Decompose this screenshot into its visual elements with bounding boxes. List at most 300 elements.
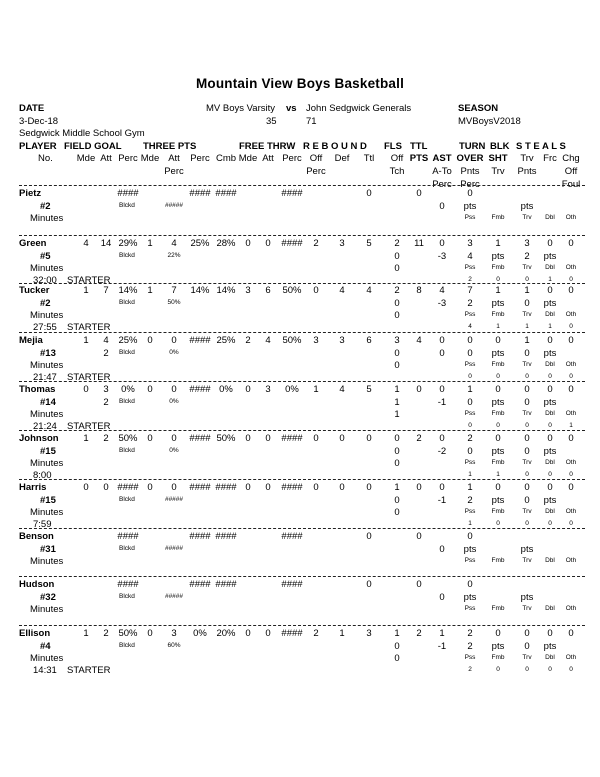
opponent-name: John Sedgwick Generals	[306, 103, 412, 114]
stat-fta: 0	[265, 238, 271, 249]
stat-tpp: ####	[189, 531, 211, 542]
sub-value-pss: 2	[468, 276, 472, 283]
col-chg: Chg	[562, 153, 580, 164]
player-number: #15	[40, 495, 56, 506]
stat-cmb: 25%	[216, 335, 236, 346]
stat-rttl: 0	[366, 433, 372, 444]
col-fg-made: Mde	[76, 153, 96, 164]
sub-trv: Trv	[522, 410, 532, 417]
stat-steal-frc: 0	[547, 238, 553, 249]
stat-tpm: 0	[147, 433, 153, 444]
col-3p-made: Mde	[140, 153, 160, 164]
stat-rttl: 5	[366, 384, 372, 395]
stat-rttl: 0	[366, 482, 372, 493]
stat-blk-pts: pts	[491, 298, 505, 309]
stat-steal-pts-label: pts	[543, 397, 557, 408]
sub-value-oth: 0	[569, 323, 573, 330]
player-number: #32	[40, 592, 56, 603]
stat-roff: 0	[313, 482, 319, 493]
sub-oth: Oth	[565, 459, 577, 466]
stat-steal-pts: 0	[524, 641, 530, 652]
stat-steal-chg: 0	[568, 384, 574, 395]
row-divider	[19, 381, 585, 382]
sub-value-fmb: 0	[496, 276, 500, 283]
stat-rdef: 1	[339, 628, 345, 639]
col-reb-off-perc: Perc	[306, 166, 326, 177]
sub-fmb: Fmb	[491, 410, 505, 417]
sub-oth: Oth	[565, 508, 577, 515]
stat-ast: 4	[439, 285, 445, 296]
stat-steal-pts: pts	[520, 544, 534, 555]
stat-fgm: 1	[83, 628, 89, 639]
stat-steal-pts-label: pts	[543, 251, 557, 262]
col-pts: PTS	[409, 153, 429, 164]
stat-fls: 0	[394, 433, 400, 444]
stat-fgp: 14%	[118, 285, 138, 296]
sub-value-dbl: 0	[548, 666, 552, 673]
sub-trv: Trv	[522, 214, 532, 221]
player-minutes: 14:31	[33, 665, 57, 676]
sub-fmb: Fmb	[491, 264, 505, 271]
stat-to-pnts: 2	[467, 495, 473, 506]
stat-rttl: 0	[366, 188, 372, 199]
stat-steal-pts: 0	[524, 397, 530, 408]
stat-fls: 2	[394, 238, 400, 249]
col-fls-off: Off	[390, 153, 404, 164]
sub-value-pss: 0	[468, 373, 472, 380]
stat-rdef: 3	[339, 335, 345, 346]
sub-oth: Oth	[565, 361, 577, 368]
sub-oth: Oth	[565, 654, 577, 661]
col-pnts-perc: Perc	[460, 179, 480, 190]
stat-steal-pts: 0	[524, 298, 530, 309]
col-cmb: Cmb	[215, 153, 237, 164]
stat-off-foul: 0	[394, 653, 400, 664]
col-reb-off: Off	[309, 153, 323, 164]
sub-pss: Pss	[464, 557, 476, 564]
stat-to: 0	[467, 335, 473, 346]
stat-ast: 0	[439, 238, 445, 249]
stat-fgm: 1	[83, 285, 89, 296]
sub-value-trv: 0	[525, 520, 529, 527]
stat-to: 2	[467, 628, 473, 639]
stat-a-to: 0	[439, 348, 445, 359]
row-divider	[19, 185, 585, 186]
col-sht: SHT	[488, 153, 508, 164]
stat-off-foul: 0	[394, 310, 400, 321]
blocked-label: Blckd	[119, 496, 135, 503]
stat-fgm: 0	[83, 384, 89, 395]
stat-off-touch: 0	[394, 298, 400, 309]
col-frc: Frc	[543, 153, 557, 164]
stat-tpa: 7	[171, 285, 177, 296]
player-name: Ellison	[19, 628, 51, 639]
minutes-label: Minutes	[30, 507, 64, 518]
stat-steal-frc: 0	[547, 285, 553, 296]
sub-dbl: Dbl	[545, 264, 555, 271]
stat-steal-trv: 0	[524, 482, 530, 493]
player-name: Benson	[19, 531, 54, 542]
stat-pts: 8	[416, 285, 422, 296]
row-divider	[19, 576, 585, 577]
starter-label: STARTER	[67, 322, 111, 333]
sub-value-fmb: 0	[496, 666, 500, 673]
sub-value-oth: 0	[569, 666, 573, 673]
stat-3p-att-perc: 50%	[167, 299, 181, 306]
stat-pts: 0	[416, 579, 422, 590]
stat-fta: 0	[265, 433, 271, 444]
stat-ftp: ####	[281, 433, 303, 444]
stat-tpp: ####	[189, 335, 211, 346]
stat-steal-chg: 0	[568, 482, 574, 493]
stat-a-to: -1	[437, 495, 447, 506]
stat-fga: 0	[103, 482, 109, 493]
stat-steal-chg: 0	[568, 335, 574, 346]
stat-fgm: 0	[83, 482, 89, 493]
season-label: SEASON	[458, 103, 499, 114]
stat-tpm: 1	[147, 285, 153, 296]
stat-blk-pts: pts	[491, 397, 505, 408]
sub-pss: Pss	[464, 654, 476, 661]
stat-a-to: -1	[437, 397, 447, 408]
col-ft-made: Mde	[238, 153, 258, 164]
stat-cmb: ####	[215, 482, 237, 493]
col-tch: Tch	[389, 166, 405, 177]
starter-label: STARTER	[67, 665, 111, 676]
stat-blocked-count: 2	[103, 397, 109, 408]
stat-ftp: 50%	[282, 285, 302, 296]
row-divider	[19, 332, 585, 333]
stat-tpa: 0	[171, 433, 177, 444]
sub-trv: Trv	[522, 361, 532, 368]
col-to-pnts: Pnts	[460, 166, 480, 177]
stat-tpa: 0	[171, 384, 177, 395]
stat-to-pnts: 2	[467, 298, 473, 309]
stat-blk-pts: pts	[491, 251, 505, 262]
stat-3p-att-perc: #####	[164, 545, 184, 552]
col-field-goal: FIELD GOAL	[64, 141, 122, 152]
row-divider	[19, 528, 585, 529]
stat-ftp: ####	[281, 482, 303, 493]
sub-pss: Pss	[464, 214, 476, 221]
sub-dbl: Dbl	[545, 459, 555, 466]
player-minutes: 7:59	[33, 519, 52, 530]
player-name: Pietz	[19, 188, 42, 199]
sub-oth: Oth	[565, 214, 577, 221]
stat-fls: 1	[394, 384, 400, 395]
season-value: MVBoysV2018	[458, 116, 521, 127]
sub-pss: Pss	[464, 264, 476, 271]
stat-pts: 0	[416, 384, 422, 395]
sub-dbl: Dbl	[545, 311, 555, 318]
stat-to: 3	[467, 238, 473, 249]
sub-value-dbl: 0	[548, 373, 552, 380]
sub-dbl: Dbl	[545, 508, 555, 515]
stat-to-pnts: 0	[467, 397, 473, 408]
sub-value-pss: 1	[468, 471, 472, 478]
stat-steal-chg: 0	[568, 238, 574, 249]
stat-blk-pts: pts	[491, 446, 505, 457]
row-divider	[19, 430, 585, 431]
sub-value-pss: 4	[468, 323, 472, 330]
sub-value-fmb: 0	[496, 422, 500, 429]
stat-to-pnts: 0	[467, 348, 473, 359]
stat-3p-att-perc: #####	[164, 496, 184, 503]
stat-fgm: 4	[83, 238, 89, 249]
minutes-label: Minutes	[30, 310, 64, 321]
stat-a-to: 0	[439, 592, 445, 603]
stat-ftp: ####	[281, 579, 303, 590]
sub-value-trv: 0	[525, 373, 529, 380]
sub-value-dbl: 0	[548, 520, 552, 527]
stat-rdef: 4	[339, 285, 345, 296]
col-three-pts: THREE PTS	[143, 141, 197, 152]
stat-rttl: 6	[366, 335, 372, 346]
stat-fga: 14	[100, 238, 112, 249]
stat-roff: 1	[313, 384, 319, 395]
stat-ftp: ####	[281, 531, 303, 542]
stat-ast: 0	[439, 482, 445, 493]
sub-trv: Trv	[522, 654, 532, 661]
stat-off-foul: 0	[394, 458, 400, 469]
stat-rttl: 0	[366, 531, 372, 542]
stat-steal-pts: pts	[520, 201, 534, 212]
stat-steal-trv: 3	[524, 238, 530, 249]
stat-to: 0	[467, 579, 473, 590]
stat-roff: 3	[313, 335, 319, 346]
stat-steal-frc: 0	[547, 433, 553, 444]
stat-3p-att-perc: 22%	[167, 252, 181, 259]
sub-oth: Oth	[565, 410, 577, 417]
sub-fmb: Fmb	[491, 361, 505, 368]
stat-steal-trv: 1	[524, 285, 530, 296]
stat-cmb: 14%	[216, 285, 236, 296]
stat-off-foul: 1	[394, 409, 400, 420]
blocked-label: Blckd	[119, 202, 135, 209]
sub-oth: Oth	[565, 264, 577, 271]
stat-pts: 2	[416, 433, 422, 444]
sub-fmb: Fmb	[491, 214, 505, 221]
stat-steal-pts-label: pts	[543, 348, 557, 359]
sub-pss: Pss	[464, 459, 476, 466]
col-fg-att: Att	[100, 153, 112, 164]
stat-fgp: 0%	[121, 384, 135, 395]
stat-cmb: ####	[215, 188, 237, 199]
col-off-foul: Off	[564, 166, 578, 177]
stat-a-to: 0	[439, 544, 445, 555]
stat-tpm: 0	[147, 628, 153, 639]
stat-to-pnts: pts	[463, 544, 477, 555]
stat-fls: 3	[394, 335, 400, 346]
stat-pts: 0	[416, 531, 422, 542]
player-minutes: 21:47	[33, 372, 57, 383]
row-divider	[19, 283, 585, 284]
player-number: #4	[40, 641, 51, 652]
stat-ftm: 0	[245, 482, 251, 493]
stat-steal-pts: 2	[524, 251, 530, 262]
stat-steal-pts: 0	[524, 446, 530, 457]
player-minutes: 8:00	[33, 470, 52, 481]
minutes-label: Minutes	[30, 360, 64, 371]
sub-value-oth: 0	[569, 471, 573, 478]
sub-dbl: Dbl	[545, 410, 555, 417]
col-rebound: R E B O U N D	[303, 141, 367, 152]
stat-3p-att-perc: 60%	[167, 642, 181, 649]
stat-blk: 0	[495, 335, 501, 346]
col-ato-perc: Perc	[432, 179, 452, 190]
stat-steal-trv: 1	[524, 335, 530, 346]
stat-rttl: 0	[366, 579, 372, 590]
sub-trv: Trv	[522, 508, 532, 515]
blocked-label: Blckd	[119, 398, 135, 405]
stat-fga: 7	[103, 285, 109, 296]
sub-fmb: Fmb	[491, 459, 505, 466]
sub-trv: Trv	[522, 459, 532, 466]
stat-ftp: ####	[281, 188, 303, 199]
stat-off-foul: 0	[394, 507, 400, 518]
stat-to-pnts: pts	[463, 592, 477, 603]
stat-ast: 0	[439, 433, 445, 444]
stat-tpp: ####	[189, 433, 211, 444]
stat-ast: 0	[439, 384, 445, 395]
stat-fgm: 1	[83, 335, 89, 346]
player-number: #2	[40, 298, 51, 309]
sub-trv: Trv	[522, 557, 532, 564]
sub-oth: Oth	[565, 557, 577, 564]
minutes-label: Minutes	[30, 213, 64, 224]
stat-tpm: 0	[147, 335, 153, 346]
stat-pts: 0	[416, 188, 422, 199]
minutes-label: Minutes	[30, 653, 64, 664]
col-blk-trv: Trv	[491, 166, 505, 177]
col-over: OVER	[456, 153, 484, 164]
sub-value-pss: 0	[468, 422, 472, 429]
stat-roff: 0	[313, 433, 319, 444]
stat-tpp: 25%	[190, 238, 210, 249]
stat-steal-frc: 0	[547, 482, 553, 493]
starter-label: STARTER	[67, 421, 111, 432]
blocked-label: Blckd	[119, 349, 135, 356]
stat-blk: 1	[495, 238, 501, 249]
col-ttl: TTL	[410, 141, 428, 152]
sub-pss: Pss	[464, 508, 476, 515]
sub-value-dbl: 0	[548, 422, 552, 429]
col-foul: Foul	[561, 179, 581, 190]
stat-ftm: 3	[245, 285, 251, 296]
minutes-label: Minutes	[30, 556, 64, 567]
stat-off-touch: 0	[394, 348, 400, 359]
stat-off-touch: 0	[394, 251, 400, 262]
blocked-label: Blckd	[119, 252, 135, 259]
sub-trv: Trv	[522, 605, 532, 612]
stat-fga: 2	[103, 628, 109, 639]
stat-to-pnts: 2	[467, 641, 473, 652]
sub-value-oth: 0	[569, 520, 573, 527]
stat-a-to: -1	[437, 641, 447, 652]
player-name: Harris	[19, 482, 47, 493]
sub-value-dbl: 0	[548, 471, 552, 478]
row-divider	[19, 235, 585, 236]
stat-cmb: ####	[215, 579, 237, 590]
date-label: DATE	[19, 103, 45, 114]
minutes-label: Minutes	[30, 604, 64, 615]
sub-fmb: Fmb	[491, 557, 505, 564]
stat-steal-trv: 0	[524, 384, 530, 395]
stat-fgp: 25%	[118, 335, 138, 346]
col-3p-att: Att	[168, 153, 180, 164]
team-score: 35	[266, 116, 277, 127]
stat-cmb: ####	[215, 531, 237, 542]
stat-steal-chg: 0	[568, 628, 574, 639]
sub-oth: Oth	[565, 605, 577, 612]
player-name: Tucker	[19, 285, 50, 296]
stat-to: 0	[467, 188, 473, 199]
sub-value-oth: 0	[569, 373, 573, 380]
stat-3p-att-perc: #####	[164, 593, 184, 600]
stat-rdef: 0	[339, 433, 345, 444]
stat-to-pnts: 0	[467, 446, 473, 457]
sub-value-oth: 1	[569, 422, 573, 429]
sub-value-trv: 1	[525, 323, 529, 330]
stat-3p-att-perc: 0%	[169, 447, 179, 454]
col-free-thrw: FREE THRW	[239, 141, 296, 152]
stat-fgp: ####	[117, 531, 139, 542]
col-3p-att-perc: Perc	[164, 166, 184, 177]
stat-blk: 1	[495, 285, 501, 296]
stat-cmb: 0%	[219, 384, 233, 395]
stat-tpm: 0	[147, 384, 153, 395]
player-number: #31	[40, 544, 56, 555]
stat-fga: 4	[103, 335, 109, 346]
stat-blk: 0	[495, 433, 501, 444]
sub-value-oth: 0	[569, 276, 573, 283]
sub-pss: Pss	[464, 311, 476, 318]
stat-steal-frc: 0	[547, 384, 553, 395]
col-fls: FLS	[384, 141, 402, 152]
stat-tpp: 0%	[193, 628, 207, 639]
col-trv: Trv	[520, 153, 534, 164]
stat-fls: 2	[394, 285, 400, 296]
col-turn: TURN	[459, 141, 486, 152]
col-blk: BLK	[490, 141, 510, 152]
minutes-label: Minutes	[30, 263, 64, 274]
sub-value-trv: 0	[525, 422, 529, 429]
stat-steal-trv: 0	[524, 433, 530, 444]
stat-ast: 1	[439, 628, 445, 639]
stat-blk-pts: pts	[491, 495, 505, 506]
stat-fta: 3	[265, 384, 271, 395]
stat-steal-pts-label: pts	[543, 495, 557, 506]
game-date: 3-Dec-18	[19, 116, 59, 127]
stat-rdef: 3	[339, 238, 345, 249]
stat-3p-att-perc: 0%	[169, 349, 179, 356]
stat-fta: 0	[265, 628, 271, 639]
col-fg-perc: Perc	[118, 153, 138, 164]
starter-label: STARTER	[67, 275, 111, 286]
stat-off-touch: 0	[394, 446, 400, 457]
stat-fgm: 1	[83, 433, 89, 444]
stat-blk-pts: pts	[491, 641, 505, 652]
stat-ftm: 0	[245, 628, 251, 639]
stat-fls: 1	[394, 628, 400, 639]
player-name: Thomas	[19, 384, 56, 395]
stat-tpp: 14%	[190, 285, 210, 296]
stat-tpa: 4	[171, 238, 177, 249]
col-player: PLAYER	[19, 141, 57, 152]
venue: Sedgwick Middle School Gym	[19, 128, 145, 139]
minutes-label: Minutes	[30, 458, 64, 469]
sub-fmb: Fmb	[491, 508, 505, 515]
